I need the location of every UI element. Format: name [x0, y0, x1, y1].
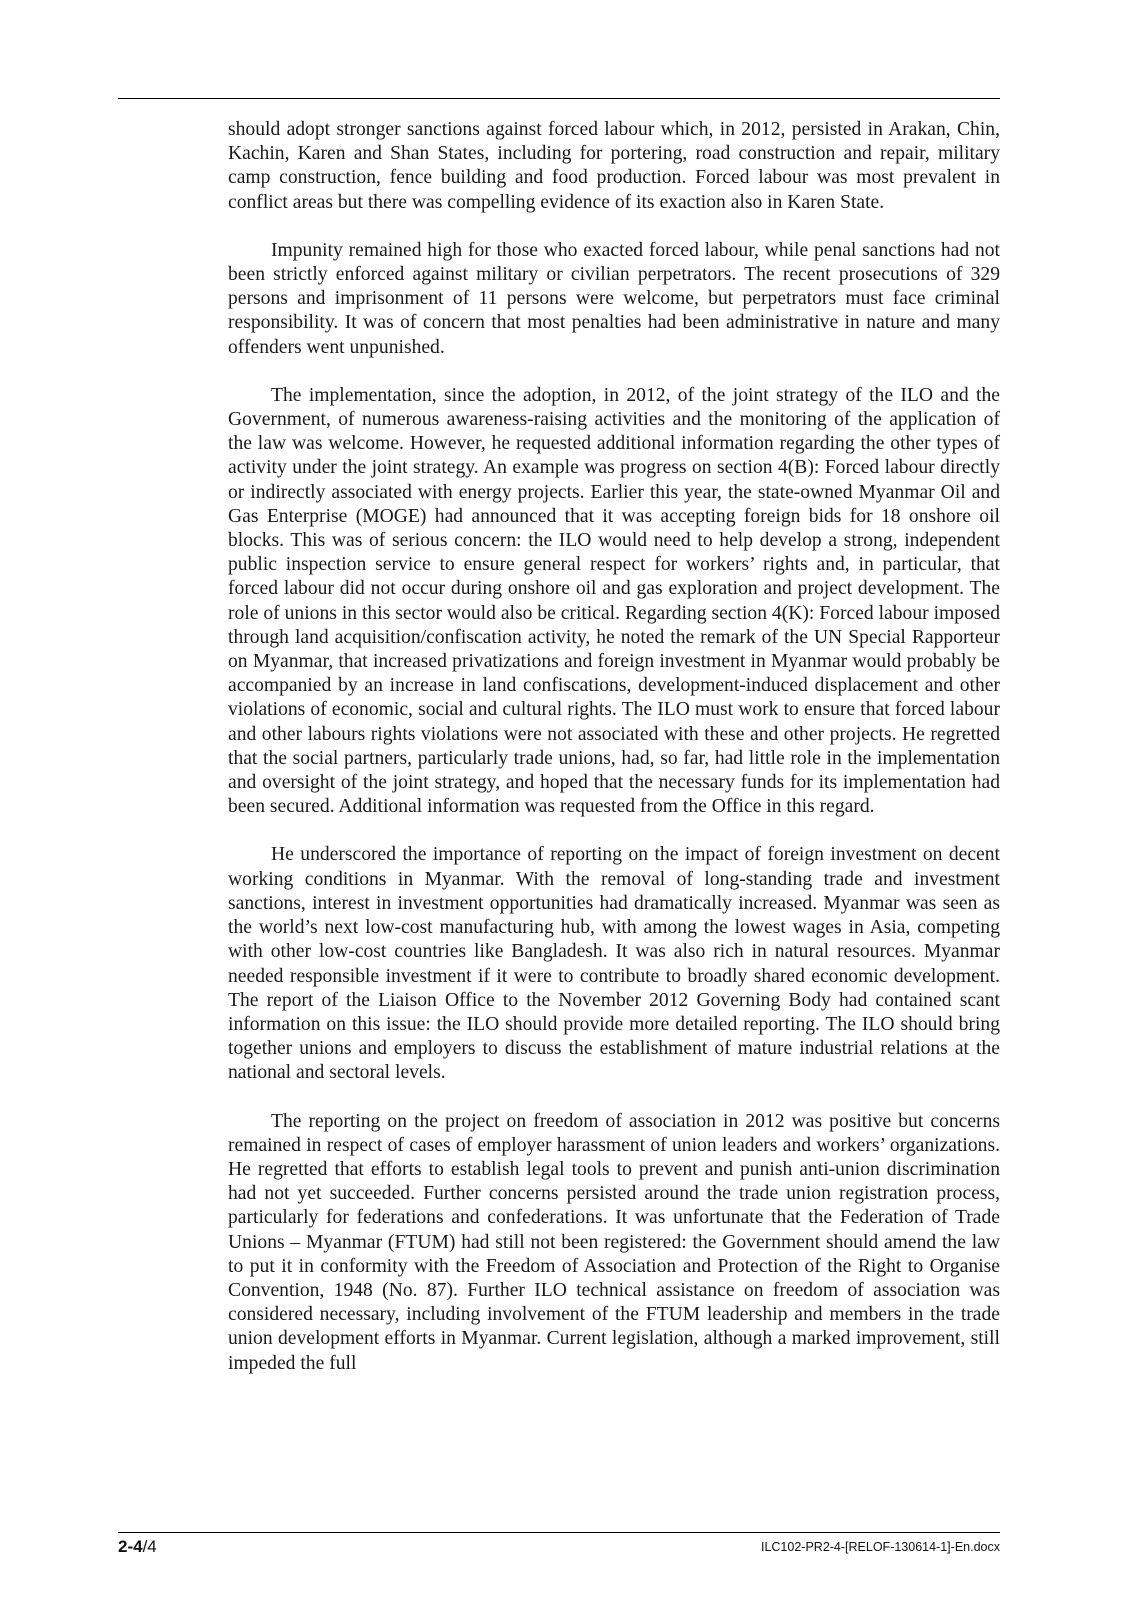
paragraph-3: The implementation, since the adoption, in 2012, of the joint strategy of the ILO and the Government, of numerous awareness-raising activities and the monitoring of the application of the law was welcome. However, he requested additional information regarding the other types of activity under the joint strategy. An example was progress on section 4(B): Forced labour directly or indirectly associated with energy projects. Earlier this year, the state-owned Myanmar Oil and Gas Enterprise (MOGE) had announced that it was accepting foreign bids for 18 onshore oil blocks. This was of serious concern: the ILO would need to help develop a strong, independent public inspection service to ensure general respect for workers’ rights and, in particular, that forced labour did not occur during onshore oil and gas exploration and project development. The role of unions in this sector would also be critical. Regarding section 4(K): Forced labour imposed through land acquisition/confiscation activity, he noted the remark of the UN Special Rapporteur on Myanmar, that increased privatizations and foreign investment in Myanmar would probably be accompanied by an increase in land confiscations, development-induced displacement and other violations of economic, social and cultural rights. The ILO must work to ensure that forced labour and other labours rights violations were not associated with these and other projects. He regretted that the social partners, particularly trade unions, had, so far, had little role in the implementation and oversight of the joint strategy, and hoped that the necessary funds for its implementation had been secured. Additional information was requested from the Office in this regard.: [228, 384, 1000, 818]
header-rule: [118, 98, 1000, 99]
paragraph-2: Impunity remained high for those who exacted forced labour, while penal sanctions had not been strictly enforced against military or civilian perpetrators. The recent prosecutions of 329 persons and imprisonment of 11 persons were welcome, but perpetrators must face criminal responsibility. It was of concern that most penalties had been administrative in nature and many offenders went unpunished.: [228, 239, 1000, 358]
page-number: [118, 1537, 157, 1557]
paragraph-5: The reporting on the project on freedom of association in 2012 was positive but concerns remained in respect of cases of employer harassment of union leaders and workers’ organizations. He regretted that efforts to establish legal tools to prevent and punish anti-union discrimination had not yet succeeded. Further concerns persisted around the trade union registration process, particularly for federations and confederations. It was unfortunate that the Federation of Trade Unions – Myanmar (FTUM) had still not been registered: the Government should amend the law to put it in conformity with the Freedom of Association and Protection of the Right to Organise Convention, 1948 (No. 87). Further ILO technical assistance on freedom of association was considered necessary, including involvement of the FTUM leadership and members in the trade union development efforts in Myanmar. Current legislation, although a marked improvement, still impeded the full: [228, 1110, 1000, 1374]
paragraph-4: He underscored the importance of reporting on the impact of foreign investment on decent working conditions in Myanmar. With the removal of long-standing trade and investment sanctions, interest in investment opportunities had dramatically increased. Myanmar was seen as the world’s next low-cost manufacturing hub, with among the lowest wages in Asia, competing with other low-cost countries like Bangladesh. It was also rich in natural resources. Myanmar needed responsible investment if it were to contribute to broadly shared economic development. The report of the Liaison Office to the November 2012 Governing Body had contained scant information on this issue: the ILO should provide more detailed reporting. The ILO should bring together unions and employers to discuss the establishment of mature industrial relations at the national and sectoral levels.: [228, 844, 1000, 1084]
footer-rule: [118, 1532, 1000, 1533]
page-number-total: /4: [142, 1537, 157, 1556]
document-reference: ILC102-PR2-4-[RELOF-130614-1]-En.docx: [760, 1540, 1000, 1554]
page-number-bold: 2-4: [118, 1537, 143, 1556]
paragraph-1: should adopt stronger sanctions against forced labour which, in 2012, persisted in Arakan, Chin, Kachin, Karen and Shan States, including for portering, road construction and repair, military camp construction, fence building and food production. Forced labour was most prevalent in conflict areas but there was compelling evidence of its exaction also in Karen State.: [228, 119, 1000, 213]
body-text: [228, 118, 1000, 1376]
